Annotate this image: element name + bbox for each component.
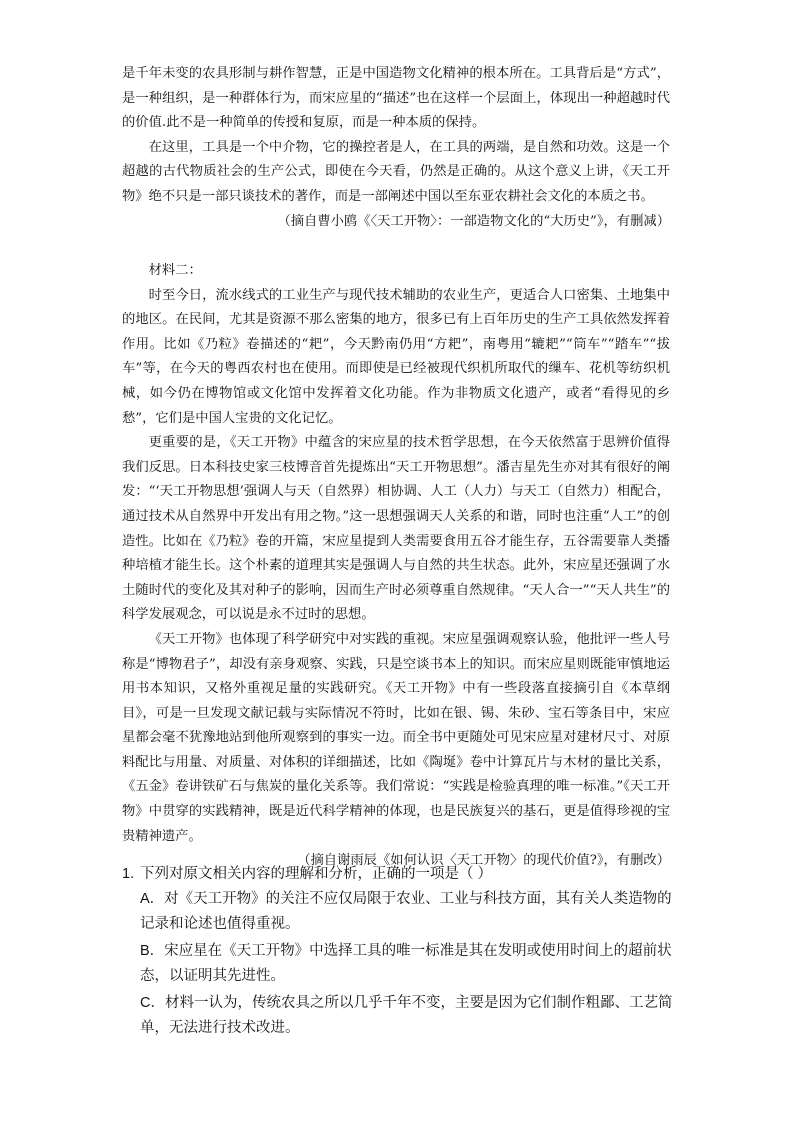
option-c[interactable]: C．材料一认为，传统农具之所以几乎千年不变，主要是因为它们制作粗鄙、工艺简单，无法进行技术改进。 — [140, 995, 673, 1036]
material-two-paragraph-2: 更重要的是，《天工开物》中蕴含的宋应星的技术哲学思想，在今天依然富于思辨价值得我们反思。日本科技史家三枝博音首先提炼出“天工开物思想”。潘吉星先生亦对其有很好的阐发：“‘天工开物思想’强调人与天（自然界）相协调、人工（人力）与天工（自然力）相配合，通过技术从自然界中开发出有用之物。”这一思想强调天人关系的和谐，同时也注重“人工”的创造性。比如在《乃粒》卷的开篇，宋应星提到人类需要食用五谷才能生存，五谷需要靠人类播种培植才能生长。这个朴素的道理其实是强调人与自然的共生状态。此外，宋应星还强调了水土随时代的变化及其对种子的影响，因而生产时必须尊重自然规律。“天人合一”“天人共生”的科学发展观念，可以说是永不过时的思想。 — [122, 435, 670, 623]
material-two-section — [122, 259, 670, 874]
material-two-paragraph-1: 时至今日，流水线式的工业生产与现代技术辅助的农业生产，更适合人口密集、土地集中的地区。在民间，尤其是资源不那么密集的地方，很多已有上百年历史的生产工具依然发挥着作用。比如《乃粒》卷描述的“耙”，今天黔南仍用“方耙”，南粤用“辘耙”“筒车”“踏车”“拔车”等，在今天的粤西农村也在使用。而即使是已经被现代织机所取代的缫车、花机等纺织机械，如今仍在博物馆或文化馆中发挥着文化功能。作为非物质文化遗产，或者“看得见的乡愁”，它们是中国人宝贵的文化记忆。 — [122, 287, 670, 426]
material-one-source: （摘自曹小鸥《〈天工开物〉：一部造物文化的“大历史”》，有删减） — [277, 213, 670, 229]
question-number: 1. — [122, 866, 135, 882]
option-a[interactable]: A．对《天工开物》的关注不应仅局限于农业、工业与科技方面，其有关人类造物的记录和论述也值得重视。 — [140, 891, 672, 932]
material-one-paragraph-2: 在这里，工具是一个中介物，它的操控者是人，在工具的两端，是自然和功效。这是一个超越的古代物质社会的生产公式，即使在今天看，仍然是正确的。从这个意义上讲，《天工开物》绝不只是一部只谈技术的著作，而是一部阐述中国以至东亚农耕社会文化的本质之书。 — [122, 139, 670, 204]
option-b[interactable]: B．宋应星在《天工开物》中选择工具的唯一标准是其在发明或使用时间上的超前状态，以证明其先进性。 — [140, 943, 672, 984]
question-stem-text: 下列对原文相关内容的理解和分析，正确的一项是（ ） — [140, 866, 493, 882]
material-one-section — [122, 62, 670, 234]
material-two-heading: 材料二： — [148, 263, 202, 278]
material-one-paragraph-1: 是千年未变的农具形制与耕作智慧，正是中国造物文化精神的根本所在。工具背后是“方式”，是一种组织，是一种群体行为，而宋应星的“描述”也在这样一个层面上，体现出一种超越时代的价值.此不是一种简单的传授和复原，而是一种本质的保持。 — [122, 66, 670, 131]
question-1 — [122, 861, 682, 1043]
material-two-source: （摘自谢雨辰《如何认识〈天工开物〉的现代价值?》，有删改） — [297, 853, 670, 869]
question-stem — [122, 861, 682, 887]
material-two-paragraph-3: 《天工开物》也体现了科学研究中对实践的重视。宋应星强调观察认验，他批评一些人号称是“博物君子”，却没有亲身观察、实践，只是空谈书本上的知识。而宋应星则既能审慎地运用书本知识，又格外重视足量的实践研究。《天工开物》中有一些段落直接摘引自《本草纲目》，可是一旦发现文献记载与实际情况不符时，比如在银、锡、朱砂、宝石等条目中，宋应星都会毫不犹豫地站到他所观察到的事实一边。而全书中更随处可见宋应星对建材尺寸、对原料配比与用量、对质量、对体积的详细描述，比如《陶埏》卷中计算瓦片与木材的量比关系，《五金》卷讲铁矿石与焦炭的量化关系等。我们常说：“实践是检验真理的唯一标准。”《天工开物》中贯穿的实践精神，既是近代科学精神的体现，也是民族复兴的基石，更是值得珍视的宝贵精神遗产。 — [122, 631, 670, 844]
